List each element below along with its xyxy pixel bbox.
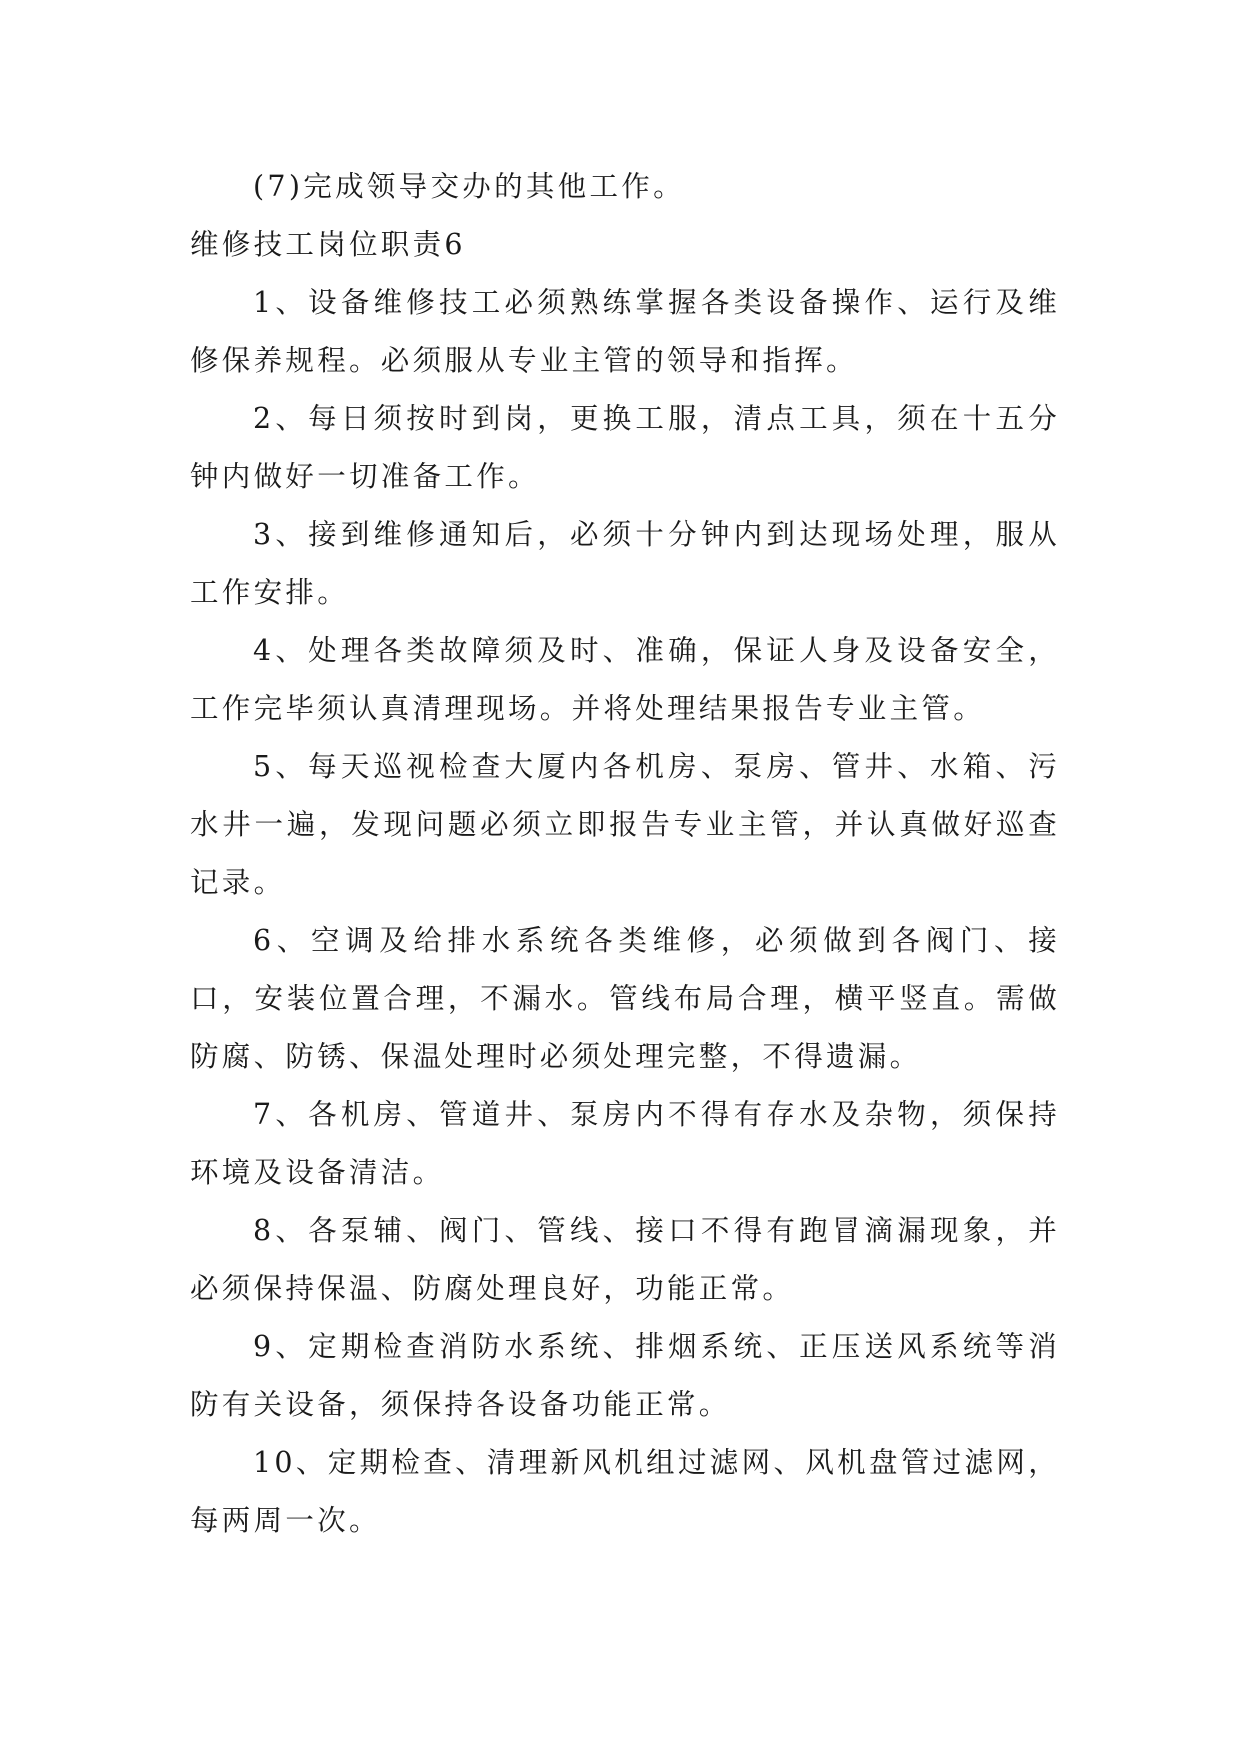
duty-item-5: 5、每天巡视检查大厦内各机房、泵房、管井、水箱、污水井一遍，发现问题必须立即报告专业主管，并认真做好巡查记录。 [190,750,1060,899]
duty-item-2: 2、每日须按时到岗，更换工服，清点工具，须在十五分钟内做好一切准备工作。 [190,402,1060,493]
document-body [190,158,1060,1550]
duty-item-3: 3、接到维修通知后，必须十分钟内到达现场处理，服从工作安排。 [190,518,1060,609]
intro-item: (7)完成领导交办的其他工作。 [253,170,685,203]
duty-item-7: 7、各机房、管道井、泵房内不得有存水及杂物，须保持环境及设备清洁。 [190,1098,1060,1189]
duty-item-9: 9、定期检查消防水系统、排烟系统、正压送风系统等消防有关设备，须保持各设备功能正常。 [190,1330,1060,1421]
section-title: 维修技工岗位职责6 [190,228,466,261]
duty-item-1: 1、设备维修技工必须熟练掌握各类设备操作、运行及维修保养规程。必须服从专业主管的领导和指挥。 [190,286,1060,377]
duty-item-8: 8、各泵辅、阀门、管线、接口不得有跑冒滴漏现象，并必须保持保温、防腐处理良好，功能正常。 [190,1214,1060,1305]
duty-item-6: 6、空调及给排水系统各类维修，必须做到各阀门、接口，安装位置合理，不漏水。管线布局合理，横平竖直。需做防腐、防锈、保温处理时必须处理完整，不得遗漏。 [190,924,1060,1073]
duty-item-4: 4、处理各类故障须及时、准确，保证人身及设备安全，工作完毕须认真清理现场。并将处理结果报告专业主管。 [190,634,1060,725]
duty-item-10: 10、定期检查、清理新风机组过滤网、风机盘管过滤网，每两周一次。 [190,1446,1060,1537]
